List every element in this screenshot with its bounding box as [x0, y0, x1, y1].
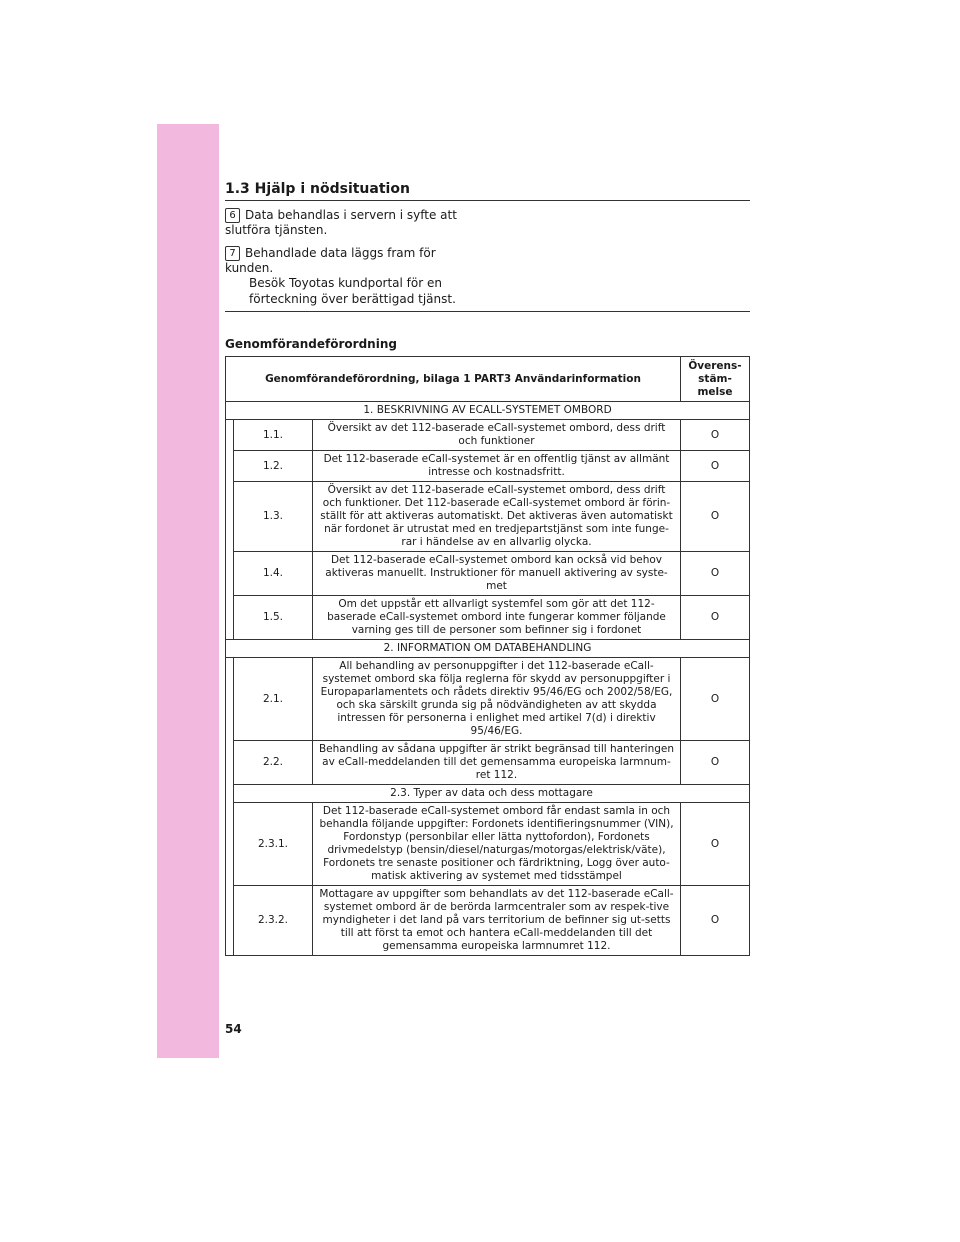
row-text: Översikt av det 112-baserade eCall-systemet ombord, dess drift och funktioner [313, 420, 681, 451]
step-text: Data behandlas i servern i syfte att slutföra tjänsten. [225, 208, 457, 237]
row-conformity: O [681, 658, 750, 741]
row-number: 1.3. [234, 482, 313, 552]
regulation-table [225, 356, 750, 956]
section-header: 1.3 Hjälp i nödsituation [225, 180, 750, 201]
table-row [226, 658, 750, 741]
subsection-row [226, 785, 750, 803]
row-conformity: O [681, 420, 750, 451]
step-6 [225, 208, 470, 238]
table-row [226, 596, 750, 640]
step-7 [225, 246, 470, 276]
row-text: Mottagare av uppgifter som behandlats av det 112-baserade eCall-systemet ombord är de berörda larmcentraler som av respek-tive myndigheter i det land på vars territorium de befinner sig ut-setts till att först ta emot och hantera eCall-meddelanden till det gemensamma europeiska larmnumret 112. [313, 886, 681, 956]
table-row [226, 451, 750, 482]
section-row [226, 640, 750, 658]
row-text: Översikt av det 112-baserade eCall-systemet ombord, dess drift och funktioner. Det 112-baserade eCall-systemet ombord är förin-ställt för att aktiveras automatiskt. Det aktiveras även automatiskt när fordonet är utrustat med en tredjepartstjänst som inte funge-rar i händelse av en allvarlig olycka. [313, 482, 681, 552]
table-row [226, 803, 750, 886]
row-conformity: O [681, 552, 750, 596]
table-row [226, 420, 750, 451]
row-conformity: O [681, 596, 750, 640]
indent-cell [226, 420, 234, 640]
row-text: Det 112-baserade eCall-systemet ombord får endast samla in och behandla följande uppgifter: Fordonets identifieringsnummer (VIN), Fordonstyp (personbilar eller lätta nyttofordon), Fordonets drivmedelstyp (bensin/diesel/naturgas/motorgas/elektrisk/väte), Fordonets tre senaste positioner och färdriktning, Logg över auto-matisk aktivering av systemet med tidsstämpel [313, 803, 681, 886]
step-number-badge: 6 [225, 208, 240, 223]
table-row [226, 741, 750, 785]
row-text: Om det uppstår ett allvarligt systemfel som gör att det 112-baserade eCall-systemet ombord inte fungerar kommer följande varning ges till de personer som befinner sig i fordonet [313, 596, 681, 640]
section-side-tab [157, 124, 219, 1058]
table-row [226, 886, 750, 956]
step-number-badge: 7 [225, 246, 240, 261]
section-row [226, 402, 750, 420]
row-number: 1.1. [234, 420, 313, 451]
page-number: 54 [225, 1022, 242, 1036]
section-title: 2. INFORMATION OM DATABEHANDLING [226, 640, 750, 658]
row-number: 2.3.1. [234, 803, 313, 886]
row-number: 1.5. [234, 596, 313, 640]
divider [225, 311, 750, 312]
table-header-row [226, 357, 750, 402]
table-subheading: Genomförandeförordning [225, 337, 397, 351]
row-text: Det 112-baserade eCall-systemet är en offentlig tjänst av allmänt intresse och kostnadsfritt. [313, 451, 681, 482]
row-conformity: O [681, 886, 750, 956]
row-text: Behandling av sådana uppgifter är strikt begränsad till hanteringen av eCall-meddelanden till det gemensamma europeiska larmnum-ret 112. [313, 741, 681, 785]
table-row [226, 482, 750, 552]
row-text: Det 112-baserade eCall-systemet ombord kan också vid behov aktiveras manuellt. Instruktioner för manuell aktivering av syste-met [313, 552, 681, 596]
header-main: Genomförandeförordning, bilaga 1 PART3 Användarinformation [226, 357, 681, 402]
row-number: 2.1. [234, 658, 313, 741]
row-conformity: O [681, 741, 750, 785]
indent-cell [226, 658, 234, 956]
table-row [226, 552, 750, 596]
row-number: 2.2. [234, 741, 313, 785]
subsection-title: 2.3. Typer av data och dess mottagare [234, 785, 750, 803]
row-conformity: O [681, 803, 750, 886]
header-conformity: Överens-stäm-melse [681, 357, 750, 402]
row-number: 1.4. [234, 552, 313, 596]
row-number: 2.3.2. [234, 886, 313, 956]
row-conformity: O [681, 451, 750, 482]
info-note: Besök Toyotas kundportal för en förteckning över berättigad tjänst. [249, 276, 456, 306]
section-title: 1. BESKRIVNING AV ECALL-SYSTEMET OMBORD [226, 402, 750, 420]
row-number: 1.2. [234, 451, 313, 482]
row-conformity: O [681, 482, 750, 552]
row-text: All behandling av personuppgifter i det 112-baserade eCall-systemet ombord ska följa reglerna för skydd av personuppgifter i Europaparlamentets och rådets direktiv 95/46/EG och 2002/58/EG, och ska särskilt grunda sig på nödvändigheten av att skydda intressen för personerna i enlighet med artikel 7(d) i direktiv 95/46/EG. [313, 658, 681, 741]
step-text: Behandlade data läggs fram för kunden. [225, 246, 436, 275]
